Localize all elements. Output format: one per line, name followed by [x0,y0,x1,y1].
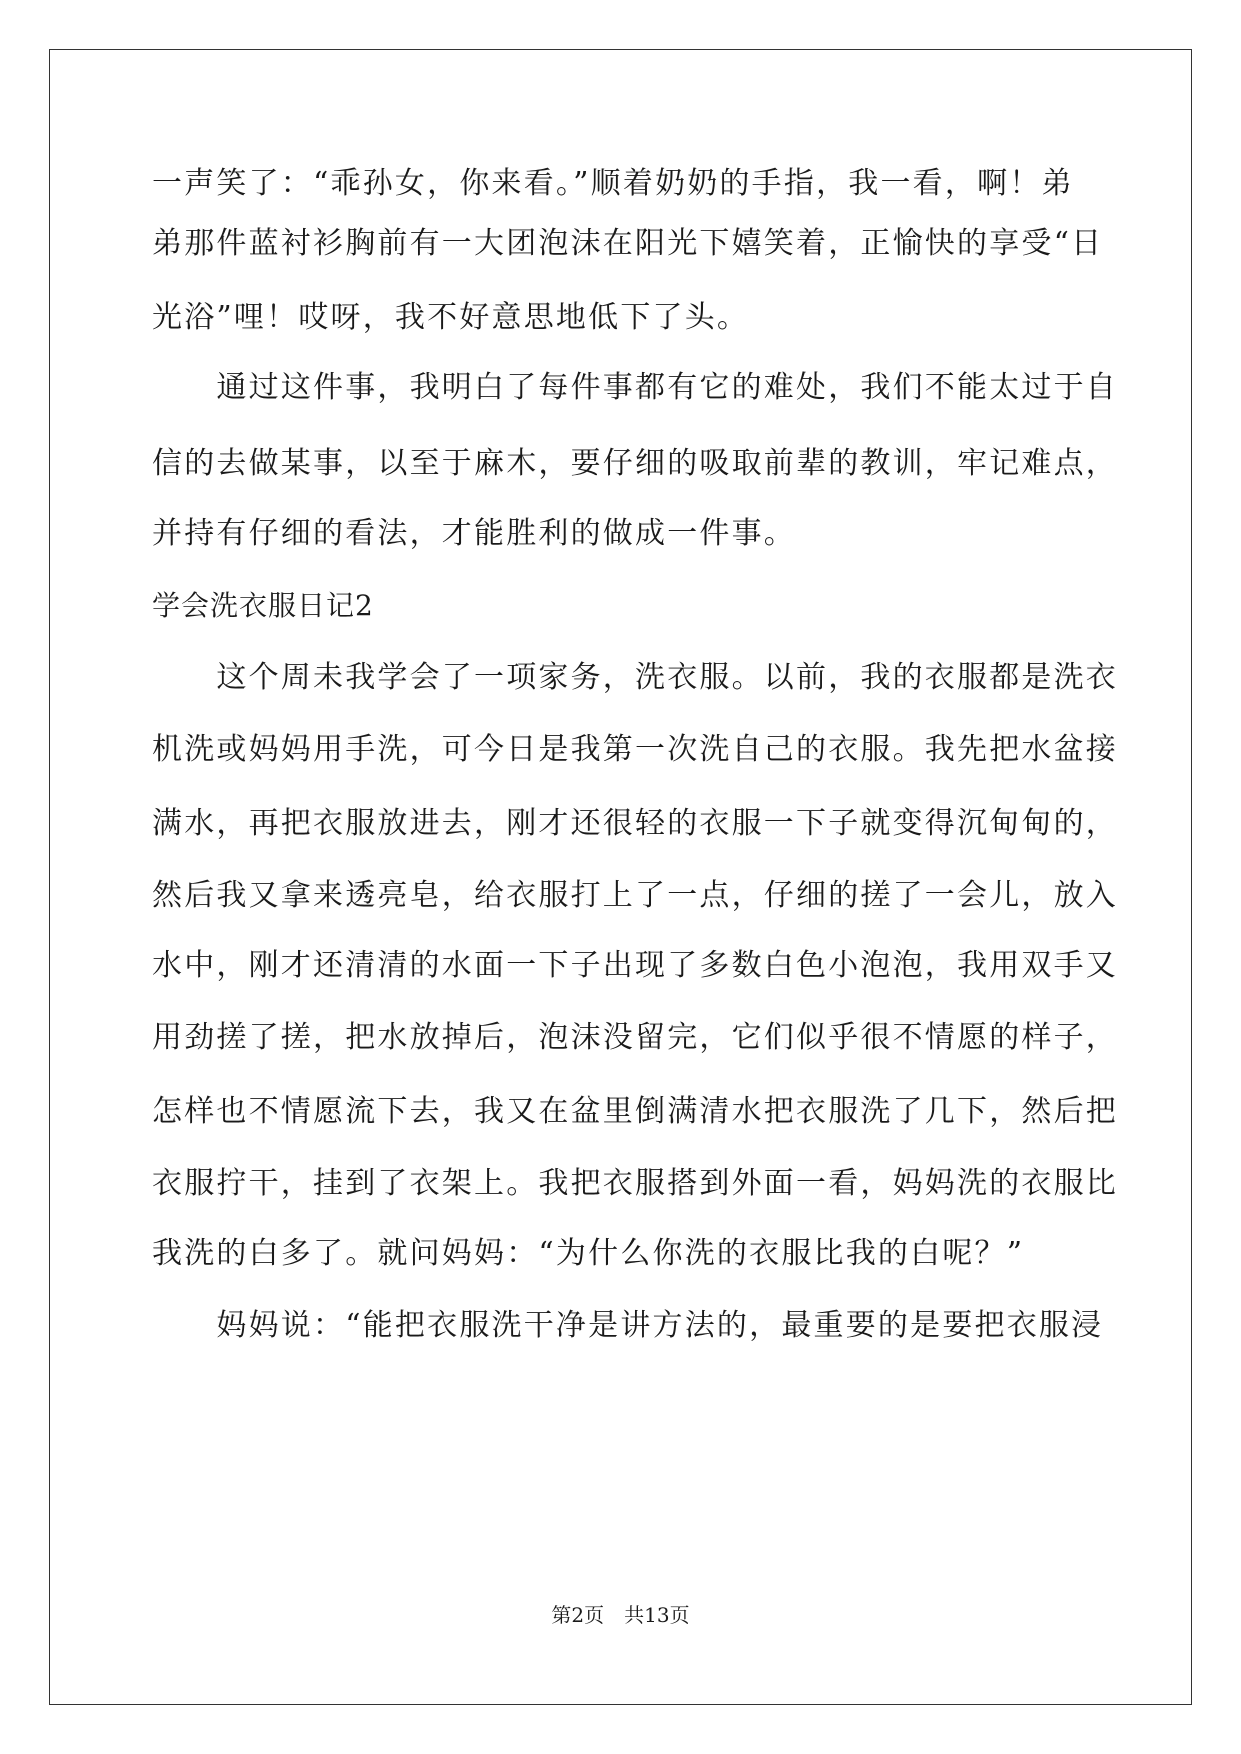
text-line: 妈妈说：“能把衣服洗干净是讲方法的，最重要的是要把衣服浸 [152,1308,1104,1343]
text-line: 我洗的白多了。就问妈妈：“为什么你洗的衣服比我的白呢？” [152,1236,1025,1271]
text-line: 信的去做某事，以至于麻木，要仔细的吸取前辈的教训，牢记难点， [152,446,1118,481]
text-line: 怎样也不情愿流下去，我又在盆里倒满清水把衣服洗了几下，然后把 [152,1094,1118,1129]
text-line: 弟那件蓝衬衫胸前有一大团泡沫在阳光下嬉笑着，正愉快的享受“日 [152,226,1104,261]
text-line: 然后我又拿来透亮皂，给衣服打上了一点，仔细的搓了一会儿，放入 [152,878,1118,913]
text-line: 并持有仔细的看法，才能胜利的做成一件事。 [152,516,796,551]
text-line: 衣服拧干，挂到了衣架上。我把衣服搭到外面一看，妈妈洗的衣服比 [152,1166,1118,1201]
page-number: 第2页 [551,1603,605,1627]
text-line: 通过这件事，我明白了每件事都有它的难处，我们不能太过于自 [152,370,1118,405]
page-footer [0,1602,1241,1628]
text-line: 这个周未我学会了一项家务，洗衣服。以前，我的衣服都是洗衣 [152,660,1118,695]
page-total: 共13页 [624,1603,690,1627]
text-line: 满水，再把衣服放进去，刚才还很轻的衣服一下子就变得沉甸甸的， [152,806,1118,841]
text-line: 机洗或妈妈用手洗，可今日是我第一次洗自己的衣服。我先把水盆接 [152,732,1118,767]
text-line: 一声笑了：“乖孙女，你来看。”顺着奶奶的手指，我一看，啊！弟 [152,166,1074,201]
section-heading: 学会洗衣服日记2 [152,589,374,622]
text-line: 光浴”哩！哎呀，我不好意思地低下了头。 [152,300,750,335]
text-line: 用劲搓了搓，把水放掉后，泡沫没留完，它们似乎很不情愿的样子， [152,1020,1118,1055]
text-line: 水中，刚才还清清的水面一下子出现了多数白色小泡泡，我用双手又 [152,948,1118,983]
